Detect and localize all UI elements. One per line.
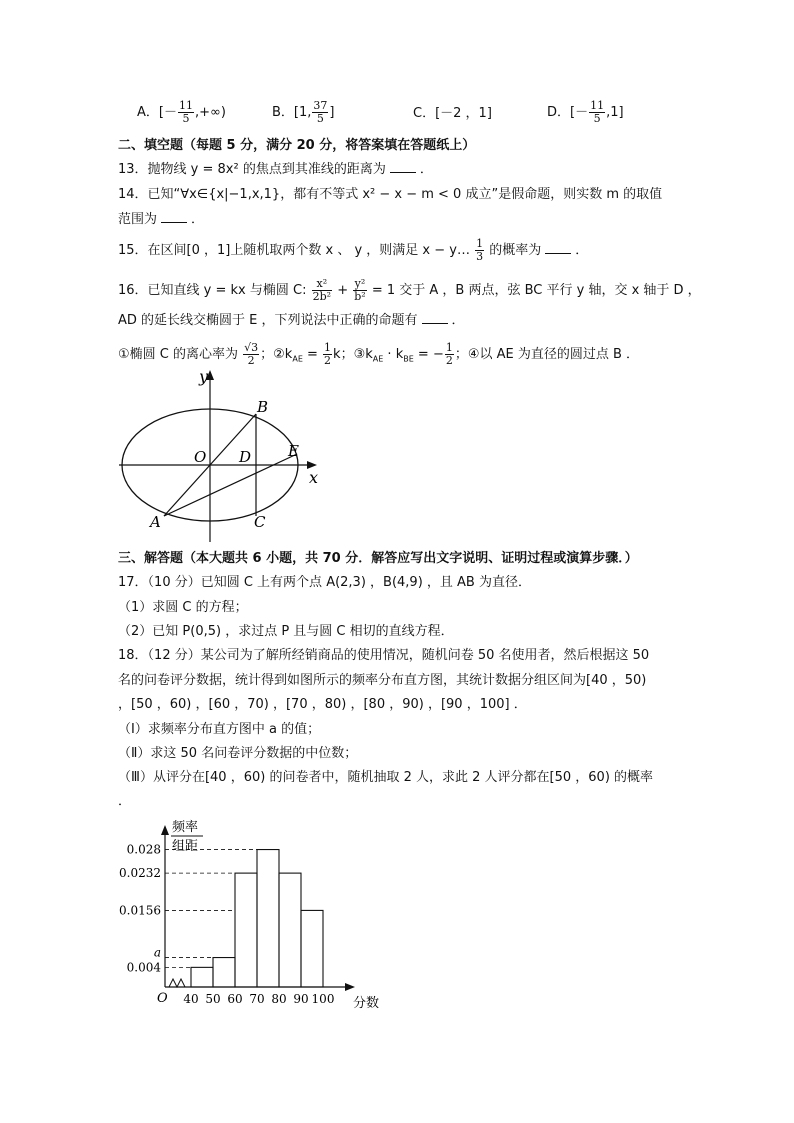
axis-break-mark [169,979,185,987]
y-tick-label: 0.0156 [119,903,161,918]
label-a: A [150,513,161,531]
label-o: O [194,448,207,466]
question-17-part2: （2）已知 P(0,5) ，求过点 P 且与圆 C 相切的直线方程． [118,624,454,639]
q15-fraction: $\frac{1}{3}$ [476,237,484,263]
label-e: E [288,442,299,460]
ellipse-diagram [115,366,330,546]
option-b: B．[1, $\frac{37}{5}$ ] [272,99,335,125]
option-b-fraction: $\frac{37}{5}$ [313,99,328,125]
answer-blank [161,210,187,223]
question-18-line2: 名的问卷评分数据，统计得到如图所示的频率分布直方图，其统计数据分组区间为[40 ，50) [118,673,647,688]
question-17-line1: 17．（10 分）已知圆 C 上有两个点 A(2,3) ，B(4,9) ，且 AB 为直径． [118,575,531,590]
label-x: x [309,468,319,487]
label-b: B [257,398,269,416]
question-13: 13．抛物线 y = 8x² 的焦点到其准线的距离为 ． [118,162,433,177]
question-18-line1: 18．（12 分）某公司为了解所经销商品的使用情况，随机问卷 50 名使用者，然后根据这 50 [118,648,650,663]
q16-fraction-x: $\frac{\text{x²}}{\text{2b²}}$ [312,277,332,303]
histogram-bar [301,910,323,987]
histogram-bar [235,873,257,987]
histogram-bar [279,873,301,987]
answer-blank [422,311,448,324]
question-17-part1: （1）求圆 C 的方程； [118,600,248,615]
x-axis-arrow [345,983,355,991]
question-15: 15．在区间[0 ，1]上随机取两个数 x 、 y ，则满足 x − y… $\frac{1}{3}$ 的概率为 ． [118,237,589,263]
option-d-fraction: $\frac{11}{5}$ [590,99,605,125]
question-18-part3-end: ． [118,794,132,809]
question-18-part1: （Ⅰ）求频率分布直方图中 a 的值； [118,722,321,737]
answer-blank [545,241,571,254]
histogram-bar [191,967,213,987]
ylabel-top: 频率 [172,820,199,835]
question-16-choices: ①椭圆 C 的离心率为 $\frac{√3}{2}$ ；$②k_{AE}$ = $\frac{1}{2}$ k；$③k_{AE} \cdot k_{BE}$ = − $\frac{1}{2}$ ；④以 AE 为直径的圆过点 B ． [118,341,640,367]
question-18-part2: （Ⅱ）求这 50 名问卷评分数据的中位数； [118,746,358,761]
x-tick-label: 60 [227,992,243,1006]
question-16-line1: 16．已知直线 y = kx 与椭圆 C: $\frac{\text{x²}}{\text{2b²}}$ + $\frac{\text{y²}}{\text{b²}}$ = 1 交于 A ，B 两点，弦 BC 平行 y 轴，交 x 轴于 D ， [118,277,701,303]
histogram-bar [213,958,235,987]
y-tick-label: a [153,945,161,960]
question-18-part3: （Ⅲ）从评分在[40 ，60) 的问卷者中，随机抽取 2 人，求此 2 人评分都在[50 ，60) 的概率 [118,770,654,785]
histogram-marks [119,825,355,1006]
q16-choice1-fraction: $\frac{√3}{2}$ [244,341,259,367]
y-tick-label: 0.028 [126,842,161,857]
answer-blank [390,160,416,173]
x-tick-label: 50 [205,992,221,1006]
y-axis-arrow [161,825,169,835]
origin-label: O [157,991,168,1006]
ylabel-bottom: 组距 [172,839,199,854]
label-y: y [199,367,209,386]
x-tick-label: 40 [183,992,199,1006]
y-tick-label: 0.004 [126,960,161,975]
label-d: D [239,448,252,466]
frequency-histogram [115,815,395,1015]
question-14-line2: 范围为 ． [118,212,205,227]
label-c: C [254,513,266,531]
section3-heading: 三、解答题（本大题共 6 小题，共 70 分．解答应写出文字说明、证明过程或演算步骤．） [118,551,638,566]
xlabel: 分数 [353,996,380,1011]
question-14-line1: 14．已知“∀x∈{x|−1,x,1}，都有不等式 x² − x − m < 0 成立”是假命题，则实数 m 的取值 [118,187,663,202]
option-c: C．[－2 ，1] [413,106,492,121]
x-tick-label: 70 [249,992,265,1006]
q16-choice3-fraction: $\frac{1}{2}$ [445,341,453,367]
question-18-line3: ，[50 ，60) ，[60 ，70) ，[70 ，80) ，[80 ，90) ，[90 ，100] ． [118,697,527,712]
histogram-bar [257,850,279,987]
question-16-line2: AD 的延长线交椭圆于 E ，下列说法中正确的命题有 ． [118,313,465,328]
x-tick-label: 100 [311,992,335,1006]
q16-fraction-y: $\frac{\text{y²}}{\text{b²}}$ [354,277,366,303]
q16-choice2-fraction: $\frac{1}{2}$ [324,341,332,367]
option-a-fraction: $\frac{11}{5}$ [178,99,193,125]
chord-ae [164,454,297,516]
section2-heading: 二、填空题（每题 5 分，满分 20 分，将答案填在答题纸上） [118,138,476,153]
x-tick-label: 80 [271,992,287,1006]
option-d: D．[－ $\frac{11}{5}$ ,1] [547,99,624,125]
x-tick-label: 90 [293,992,309,1006]
y-tick-label: 0.0232 [119,866,161,881]
option-a: A．[－ $\frac{11}{5}$ ,+∞) [137,99,226,125]
